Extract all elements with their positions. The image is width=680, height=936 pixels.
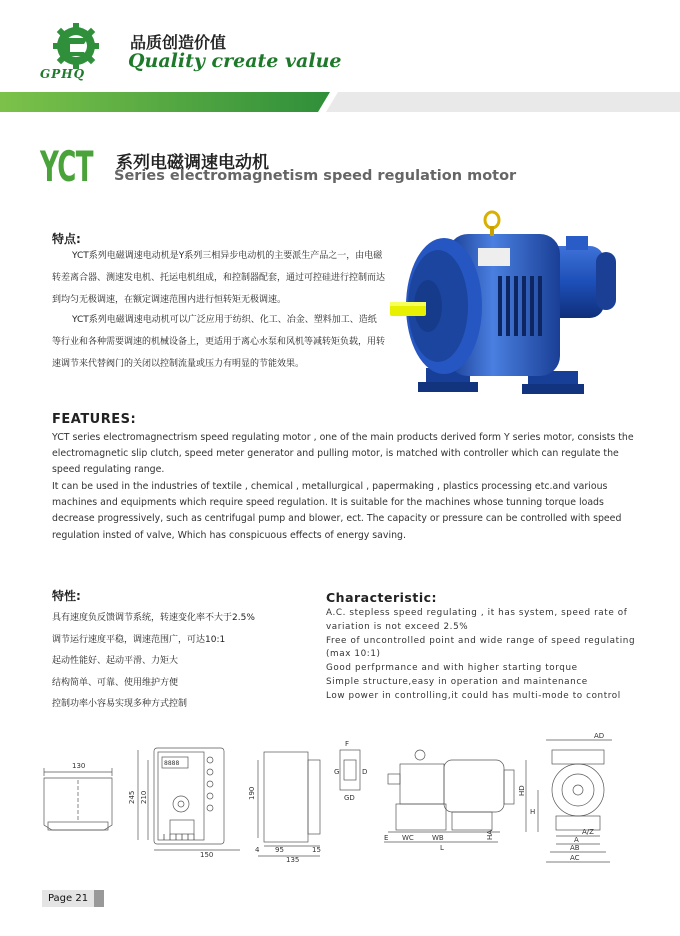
svg-text:8888: 8888 <box>164 760 180 767</box>
svg-text:G: G <box>334 768 340 776</box>
svg-text:E: E <box>384 834 389 842</box>
drawing-shaft-key <box>334 740 367 802</box>
list-item: 起动性能好、起动平滑、力矩大 <box>52 656 179 666</box>
list-item: Simple structure,easy in operation and maintenance <box>326 676 588 687</box>
logo-text: GPHQ <box>40 67 86 81</box>
characteristics-en-heading: Characteristic: <box>326 590 438 605</box>
svg-text:95: 95 <box>275 846 284 854</box>
title-english: Series electromagnetism speed regulation motor <box>114 168 517 184</box>
list-item: variation is not exceed 2.5% <box>326 621 469 632</box>
svg-text:245: 245 <box>128 790 136 804</box>
slogan-english: Quality create value <box>128 50 342 72</box>
svg-text:WC: WC <box>402 834 414 842</box>
features-cn-paragraph-2: YCT系列电磁调速电动机可以广泛应用于纺织、化工、冶金、塑料加工、造纸等行业和各种需要调速的机械设备上，更适用于离心水泵和风机等减转矩负载，用转速调节来代替阀门的关闭以控制流量或压力有明显的节能效果。 <box>52 315 386 369</box>
drawing-controller-bracket <box>248 752 321 864</box>
technical-drawings <box>0 730 680 875</box>
drawing-motor-front <box>518 732 612 862</box>
model-code: YCT <box>40 142 93 191</box>
svg-text:15: 15 <box>312 846 321 854</box>
list-item: 控制功率小容易实现多种方式控制 <box>52 699 188 709</box>
svg-text:210: 210 <box>140 790 148 804</box>
page-number: Page 21 <box>42 890 94 907</box>
list-item: 结构简单、可靠、使用维护方便 <box>52 677 179 688</box>
drawing-controller-side <box>44 762 112 830</box>
svg-text:WB: WB <box>432 834 444 842</box>
drawing-controller-front <box>128 748 240 859</box>
motor-product-image <box>388 206 628 406</box>
features-cn-paragraph-1: YCT系列电磁调速电动机是Y系列三相异步电动机的主要派生产品之一，由电磁转差离合器、测速发电机、托运电机组成，和控制器配套，通过可控硅进行控制而达到均匀无极调速，在额定调速范围内进行恒转矩无极调速。 <box>52 251 386 305</box>
list-item: 调节运行速度平稳，调速范围广，可达10:1 <box>52 634 226 645</box>
svg-text:150: 150 <box>200 851 214 859</box>
svg-text:AD: AD <box>594 732 605 740</box>
page-number-tab <box>94 890 104 907</box>
svg-text:4: 4 <box>255 846 260 854</box>
features-en-heading: FEATURES: <box>52 412 137 427</box>
characteristics-cn-list <box>52 608 312 716</box>
svg-text:A/Z: A/Z <box>582 828 594 836</box>
svg-text:F: F <box>345 740 350 748</box>
characteristics-cn-heading: 特性: <box>52 589 81 603</box>
features-cn-heading: 特点: <box>52 232 81 246</box>
svg-text:130: 130 <box>72 762 86 770</box>
svg-text:AB: AB <box>570 844 580 852</box>
svg-text:GD: GD <box>344 794 355 802</box>
svg-text:HD: HD <box>518 785 526 796</box>
drawing-motor-side <box>384 750 514 852</box>
svg-text:190: 190 <box>248 786 256 800</box>
list-item: Free of uncontrolled point and wide range of speed regulating <box>326 635 636 646</box>
svg-text:D: D <box>362 768 368 776</box>
list-item: (max 10:1) <box>326 649 381 660</box>
title-chinese: 系列电磁调速电动机 <box>116 153 269 173</box>
svg-text:H: H <box>530 808 536 816</box>
list-item: Good perfprmance and with higher starting torque <box>326 663 578 674</box>
header-green-band <box>0 88 680 112</box>
svg-text:L: L <box>440 844 444 852</box>
slogan-chinese: 品质创造价值 <box>130 33 227 52</box>
characteristics-en-list <box>326 607 636 704</box>
svg-text:A: A <box>574 836 579 844</box>
features-en-paragraph-1: YCT series electromagnectrism speed regulating motor , one of the main products derived form Y series motor, consists the electromagnetic slip clutch, speed meter generator and pulling motor, is matched with controller which can regulate the speed regulating range. <box>52 432 634 476</box>
svg-text:135: 135 <box>286 856 300 864</box>
list-item: Low power in controlling,it could has multi-mode to control <box>326 690 621 701</box>
list-item: 具有速度负反馈调节系统，转速变化率不大于2.5% <box>52 613 255 623</box>
svg-text:HA: HA <box>486 829 494 840</box>
features-en-paragraph-2: It can be used in the industries of textile , chemical , metallurgical , papermaking , plastics processing etc.and various machines and equipments which require speed regulation. It is suitable for the machines whose tunning torque loads decrease progressively, such as centrifugal pump and blower, ect. The capacity or pressure can be controlled with speed regulation insted of valve, Which has conspicuous effects of energy saving. <box>52 481 622 541</box>
list-item: A.C. stepless speed regulating , it has system, speed rate of <box>326 608 628 618</box>
svg-text:AC: AC <box>570 854 580 862</box>
